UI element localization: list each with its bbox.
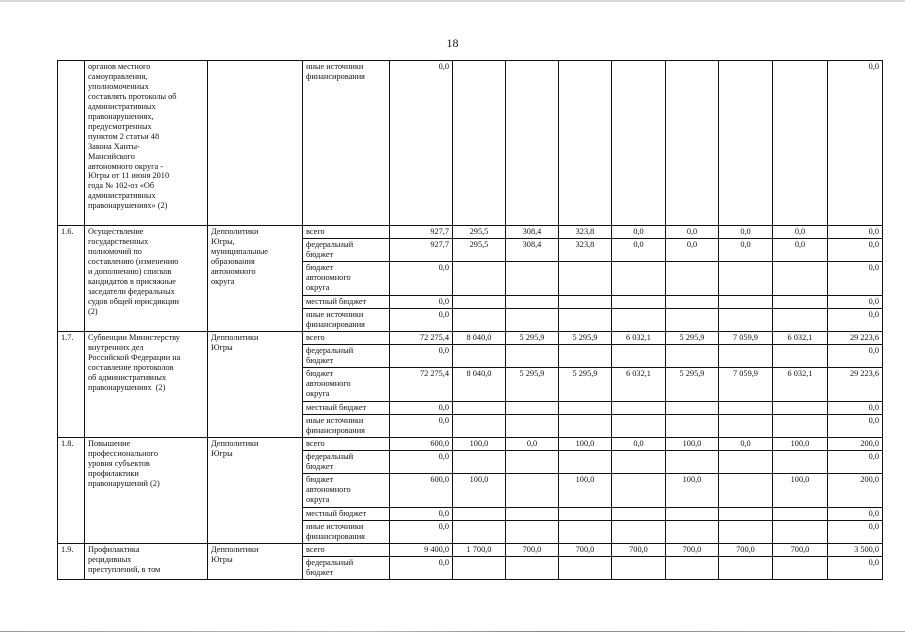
year-value [506, 401, 559, 414]
year-value [666, 414, 719, 437]
year-value [612, 556, 666, 579]
year-value [719, 556, 773, 579]
year-value [666, 261, 719, 295]
table-body [58, 61, 883, 580]
funding-source: иные источники финансирования [303, 61, 390, 226]
year-value [453, 61, 506, 226]
row-number: 1.8. [58, 437, 85, 543]
year-value [453, 295, 506, 308]
year-value: 100,0 [773, 437, 828, 450]
year-value: 5 295,9 [559, 331, 612, 344]
year-value [666, 556, 719, 579]
funding-source: федеральный бюджет [303, 344, 390, 367]
year-value: 0,0 [719, 238, 773, 261]
year-value: 6 032,1 [773, 331, 828, 344]
year-value [506, 295, 559, 308]
executor: Депполитики Югры, муниципальные образования автономного округа [208, 226, 303, 332]
funding-source: всего [303, 437, 390, 450]
total-value: 0,0 [390, 507, 453, 520]
year-value: 100,0 [453, 437, 506, 450]
year-value [719, 401, 773, 414]
year-value [506, 507, 559, 520]
year-value [506, 261, 559, 295]
year-value [453, 414, 506, 437]
total-value: 0,0 [390, 401, 453, 414]
row-number: 1.6. [58, 226, 85, 332]
row-number: 1.7. [58, 331, 85, 437]
year-value [453, 401, 506, 414]
year-value [506, 308, 559, 331]
year-value [719, 295, 773, 308]
activity-name: Повышение профессионального уровня субъектов профилактики правонарушений (2) [85, 437, 208, 543]
funding-source: местный бюджет [303, 507, 390, 520]
year-value [612, 295, 666, 308]
activity-name: Осуществление государственных полномочий по составлению (изменению и дополнению) списков кандидатов в присяжные заседатели федеральных судов общей юрисдикции (2) [85, 226, 208, 332]
total-value: 927,7 [390, 238, 453, 261]
year-value [559, 295, 612, 308]
activity-name: Профилактика рецидивных преступлений, в том [85, 543, 208, 579]
year-value [506, 520, 559, 543]
page-number: 18 [446, 36, 459, 50]
year-value: 100,0 [453, 473, 506, 507]
year-value: 100,0 [559, 473, 612, 507]
year-value [666, 308, 719, 331]
total-value: 600,0 [390, 437, 453, 450]
period-total-value: 0,0 [828, 401, 883, 414]
funding-source: иные источники финансирования [303, 520, 390, 543]
year-value: 100,0 [666, 473, 719, 507]
year-value [506, 344, 559, 367]
year-value [559, 308, 612, 331]
year-value [453, 556, 506, 579]
year-value [612, 261, 666, 295]
year-value: 5 295,9 [666, 331, 719, 344]
funding-source: местный бюджет [303, 401, 390, 414]
year-value: 5 295,9 [666, 367, 719, 401]
period-total-value: 0,0 [828, 344, 883, 367]
executor: Депполитики Югры [208, 437, 303, 543]
year-value: 5 295,9 [506, 331, 559, 344]
year-value: 5 295,9 [506, 367, 559, 401]
year-value [719, 308, 773, 331]
year-value [719, 450, 773, 473]
year-value [666, 61, 719, 226]
year-value [666, 401, 719, 414]
year-value [453, 261, 506, 295]
total-value: 0,0 [390, 520, 453, 543]
year-value: 7 059,9 [719, 331, 773, 344]
year-value: 7 059,9 [719, 367, 773, 401]
year-value [559, 401, 612, 414]
year-value [559, 450, 612, 473]
total-value: 9 400,0 [390, 543, 453, 556]
funding-source: местный бюджет [303, 295, 390, 308]
period-total-value: 200,0 [828, 437, 883, 450]
total-value: 0,0 [390, 414, 453, 437]
year-value: 6 032,1 [612, 331, 666, 344]
year-value [719, 507, 773, 520]
year-value [506, 450, 559, 473]
total-value: 0,0 [390, 308, 453, 331]
funding-source: федеральный бюджет [303, 556, 390, 579]
year-value [773, 295, 828, 308]
table-row [58, 543, 883, 556]
year-value [773, 401, 828, 414]
year-value: 323,8 [559, 226, 612, 239]
year-value: 308,4 [506, 226, 559, 239]
period-total-value: 0,0 [828, 308, 883, 331]
year-value [719, 414, 773, 437]
year-value: 0,0 [612, 238, 666, 261]
year-value [612, 507, 666, 520]
year-value [719, 520, 773, 543]
year-value: 0,0 [666, 238, 719, 261]
year-value [666, 520, 719, 543]
year-value [453, 507, 506, 520]
year-value [719, 261, 773, 295]
funding-source: федеральный бюджет [303, 450, 390, 473]
activity-name: органов местного самоуправления, уполномоченных составлять протоколы об административных правонарушениях, предусмотренных пунктом 2 статьи 48 Закона Ханты- Мансийского автономного округа - Югры от 11 июня 2010 года № 102-оз «Об административных правонарушениях» (2) [85, 61, 208, 226]
year-value [666, 295, 719, 308]
table-row [58, 331, 883, 344]
year-value: 0,0 [612, 437, 666, 450]
funding-source: иные источники финансирования [303, 414, 390, 437]
year-value [773, 507, 828, 520]
total-value: 0,0 [390, 61, 453, 226]
period-total-value: 0,0 [828, 61, 883, 226]
period-total-value: 0,0 [828, 520, 883, 543]
year-value: 8 040,0 [453, 367, 506, 401]
year-value [719, 473, 773, 507]
total-value: 0,0 [390, 556, 453, 579]
year-value: 6 032,1 [612, 367, 666, 401]
year-value: 700,0 [773, 543, 828, 556]
year-value [612, 344, 666, 367]
year-value: 0,0 [719, 437, 773, 450]
year-value [666, 507, 719, 520]
year-value: 0,0 [506, 437, 559, 450]
funding-source: бюджет автономного округа [303, 367, 390, 401]
year-value: 0,0 [773, 226, 828, 239]
period-total-value: 0,0 [828, 226, 883, 239]
year-value [773, 61, 828, 226]
scan-edge-bottom [0, 631, 905, 632]
year-value: 5 295,9 [559, 367, 612, 401]
financing-table [57, 60, 883, 580]
activity-name: Субвенции Министерству внутренних дел Российской Федерации на составление протоколов об административных правонарушениях (2) [85, 331, 208, 437]
year-value: 700,0 [559, 543, 612, 556]
year-value [453, 450, 506, 473]
year-value: 100,0 [666, 437, 719, 450]
year-value: 0,0 [773, 238, 828, 261]
funding-source: бюджет автономного округа [303, 473, 390, 507]
funding-source: всего [303, 226, 390, 239]
year-value [612, 520, 666, 543]
period-total-value: 0,0 [828, 261, 883, 295]
total-value: 600,0 [390, 473, 453, 507]
year-value [612, 473, 666, 507]
period-total-value: 0,0 [828, 450, 883, 473]
year-value: 700,0 [612, 543, 666, 556]
funding-source: всего [303, 331, 390, 344]
total-value: 0,0 [390, 344, 453, 367]
year-value [719, 61, 773, 226]
period-total-value: 0,0 [828, 507, 883, 520]
year-value [506, 414, 559, 437]
year-value [612, 308, 666, 331]
year-value [506, 473, 559, 507]
table-row [58, 61, 883, 226]
year-value [559, 556, 612, 579]
total-value: 927,7 [390, 226, 453, 239]
year-value [453, 520, 506, 543]
year-value: 0,0 [612, 226, 666, 239]
year-value: 323,8 [559, 238, 612, 261]
year-value: 100,0 [773, 473, 828, 507]
row-number: 1.9. [58, 543, 85, 579]
year-value [559, 507, 612, 520]
year-value: 295,5 [453, 238, 506, 261]
table-row [58, 437, 883, 450]
year-value [559, 61, 612, 226]
year-value: 100,0 [559, 437, 612, 450]
year-value [773, 556, 828, 579]
funding-source: федеральный бюджет [303, 238, 390, 261]
year-value [559, 414, 612, 437]
year-value [612, 61, 666, 226]
year-value [453, 308, 506, 331]
year-value [666, 344, 719, 367]
year-value: 6 032,1 [773, 367, 828, 401]
scan-edge-top [0, 0, 905, 2]
funding-source: бюджет автономного округа [303, 261, 390, 295]
executor: Депполитики Югры [208, 331, 303, 437]
total-value: 0,0 [390, 295, 453, 308]
year-value [773, 261, 828, 295]
year-value: 700,0 [719, 543, 773, 556]
total-value: 0,0 [390, 261, 453, 295]
year-value: 700,0 [666, 543, 719, 556]
year-value: 700,0 [506, 543, 559, 556]
period-total-value: 0,0 [828, 295, 883, 308]
year-value [773, 414, 828, 437]
period-total-value: 29 223,6 [828, 367, 883, 401]
year-value [559, 344, 612, 367]
total-value: 0,0 [390, 450, 453, 473]
year-value [559, 520, 612, 543]
total-value: 72 275,4 [390, 331, 453, 344]
year-value [773, 344, 828, 367]
executor: Депполитики Югры [208, 543, 303, 579]
year-value: 295,5 [453, 226, 506, 239]
year-value [506, 556, 559, 579]
year-value: 8 040,0 [453, 331, 506, 344]
year-value [773, 450, 828, 473]
year-value [666, 450, 719, 473]
year-value: 1 700,0 [453, 543, 506, 556]
period-total-value: 200,0 [828, 473, 883, 507]
period-total-value: 0,0 [828, 238, 883, 261]
year-value [773, 520, 828, 543]
year-value [612, 401, 666, 414]
period-total-value: 0,0 [828, 556, 883, 579]
funding-source: всего [303, 543, 390, 556]
year-value [612, 450, 666, 473]
year-value [773, 308, 828, 331]
total-value: 72 275,4 [390, 367, 453, 401]
period-total-value: 29 223,6 [828, 331, 883, 344]
year-value [453, 344, 506, 367]
table-row [58, 226, 883, 239]
funding-source: иные источники финансирования [303, 308, 390, 331]
year-value [559, 261, 612, 295]
year-value: 0,0 [719, 226, 773, 239]
executor [208, 61, 303, 226]
period-total-value: 0,0 [828, 414, 883, 437]
year-value [506, 61, 559, 226]
period-total-value: 3 500,0 [828, 543, 883, 556]
year-value [719, 344, 773, 367]
year-value [612, 414, 666, 437]
year-value: 0,0 [666, 226, 719, 239]
year-value: 308,4 [506, 238, 559, 261]
row-number [58, 61, 85, 226]
